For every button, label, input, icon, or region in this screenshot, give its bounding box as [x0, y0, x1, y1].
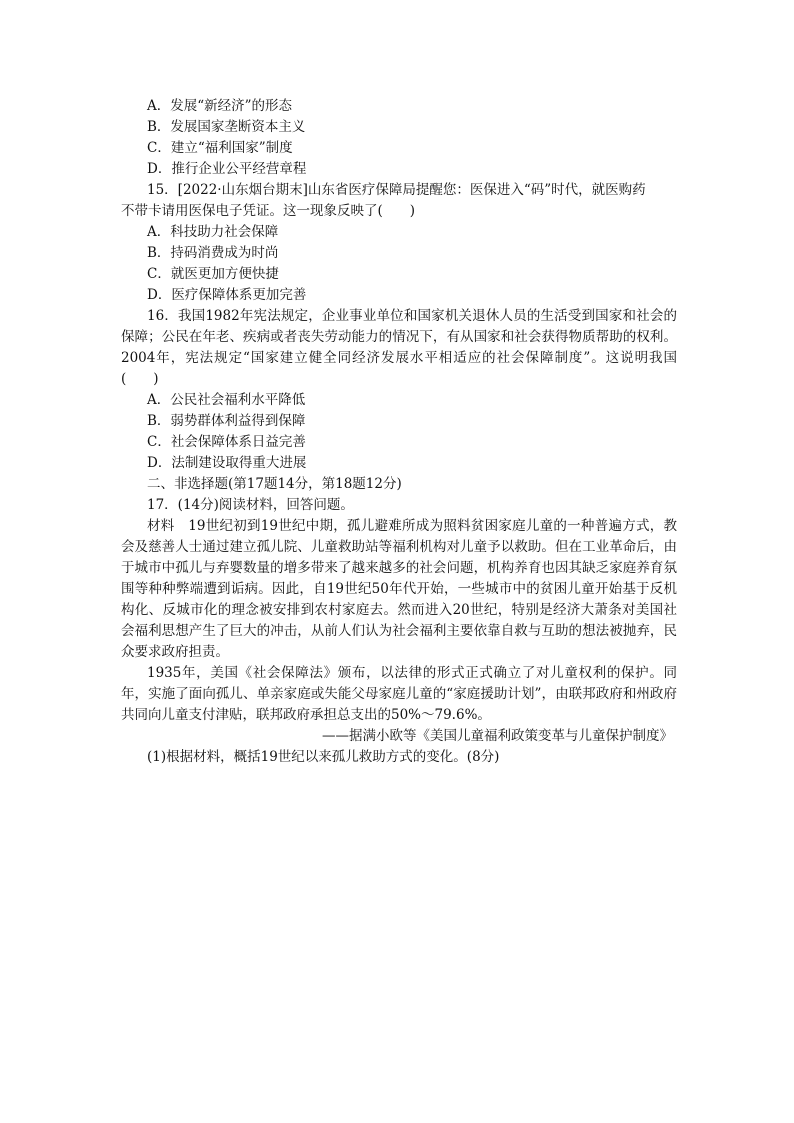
- q15-option-d: D．医疗保障体系更加完善: [147, 287, 307, 303]
- section-heading-nonchoice: 二、非选择题(第17题14分，第18题12分): [147, 476, 402, 492]
- q16-option-a: A．公民社会福利水平降低: [147, 392, 306, 408]
- q15-stem-line1: 15．[2022·山东烟台期末]山东省医疗保障局提醒您：医保进入“码”时代，就医购药: [147, 182, 646, 198]
- q17-stem: 17．(14分)阅读材料，回答问题。: [147, 497, 354, 513]
- q15-option-a: A．科技助力社会保障: [147, 224, 279, 240]
- q17-material-para1: 材料 19世纪初到19世纪中期，孤儿避难所成为照料贫困家庭儿童的一种普遍方式，教会及慈善人士通过建立孤儿院、儿童救助站等福利机构对儿童予以救助。但在工业革命后，由于城市中孤儿与弃婴数量的增多带来了越来越多的社会问题，机构养育也因其缺乏家庭养育氛围等种种弊端遭到诟病。因此，自19世纪50年代开始，一些城市中的贫困儿童开始基于反机构化、反城市化的理念被安排到农村家庭去。然而进入20世纪，特别是经济大萧条对美国社会福利思想产生了巨大的冲击，从前人们认为社会福利主要依靠自救与互助的想法被抛弃，民众要求政府担责。: [121, 518, 677, 660]
- q14-option-c: C．建立“福利国家”制度: [147, 140, 293, 156]
- q16-stem: 16．我国1982年宪法规定，企业事业单位和国家机关退休人员的生活受到国家和社会的保障；公民在年老、疾病或者丧失劳动能力的情况下，有从国家和社会获得物质帮助的权利。2004年，宪法规定“国家建立健全同经济发展水平相适应的社会保障制度”。这说明我国( ): [121, 308, 677, 387]
- q14-option-d: D．推行企业公平经营章程: [147, 161, 307, 177]
- q14-option-b: B．发展国家垄断资本主义: [147, 119, 306, 135]
- q17-material-para2: 1935年，美国《社会保障法》颁布，以法律的形式正式确立了对儿童权利的保护。同年，实施了面向孤儿、单亲家庭或失能父母家庭儿童的“家庭援助计划”，由联邦政府和州政府共同向儿童支付津贴，联邦政府承担总支出的50%～79.6%。: [121, 665, 677, 723]
- q15-stem-line2: 不带卡请用医保电子凭证。这一现象反映了( ): [121, 203, 416, 219]
- q16-option-b: B．弱势群体利益得到保障: [147, 413, 306, 429]
- q17-subquestion-1: (1)根据材料，概括19世纪以来孤儿救助方式的变化。(8分): [147, 749, 500, 765]
- exam-content: [121, 96, 677, 768]
- q15-option-b: B．持码消费成为时尚: [147, 245, 279, 261]
- q15-option-c: C．就医更加方便快捷: [147, 266, 279, 282]
- q14-option-a: A．发展“新经济”的形态: [147, 98, 293, 114]
- q16-option-d: D．法制建设取得重大进展: [147, 455, 307, 471]
- q16-option-c: C．社会保障体系日益完善: [147, 434, 306, 450]
- q17-material-source: ——据满小欧等《美国儿童福利政策变革与儿童保护制度》: [322, 728, 673, 744]
